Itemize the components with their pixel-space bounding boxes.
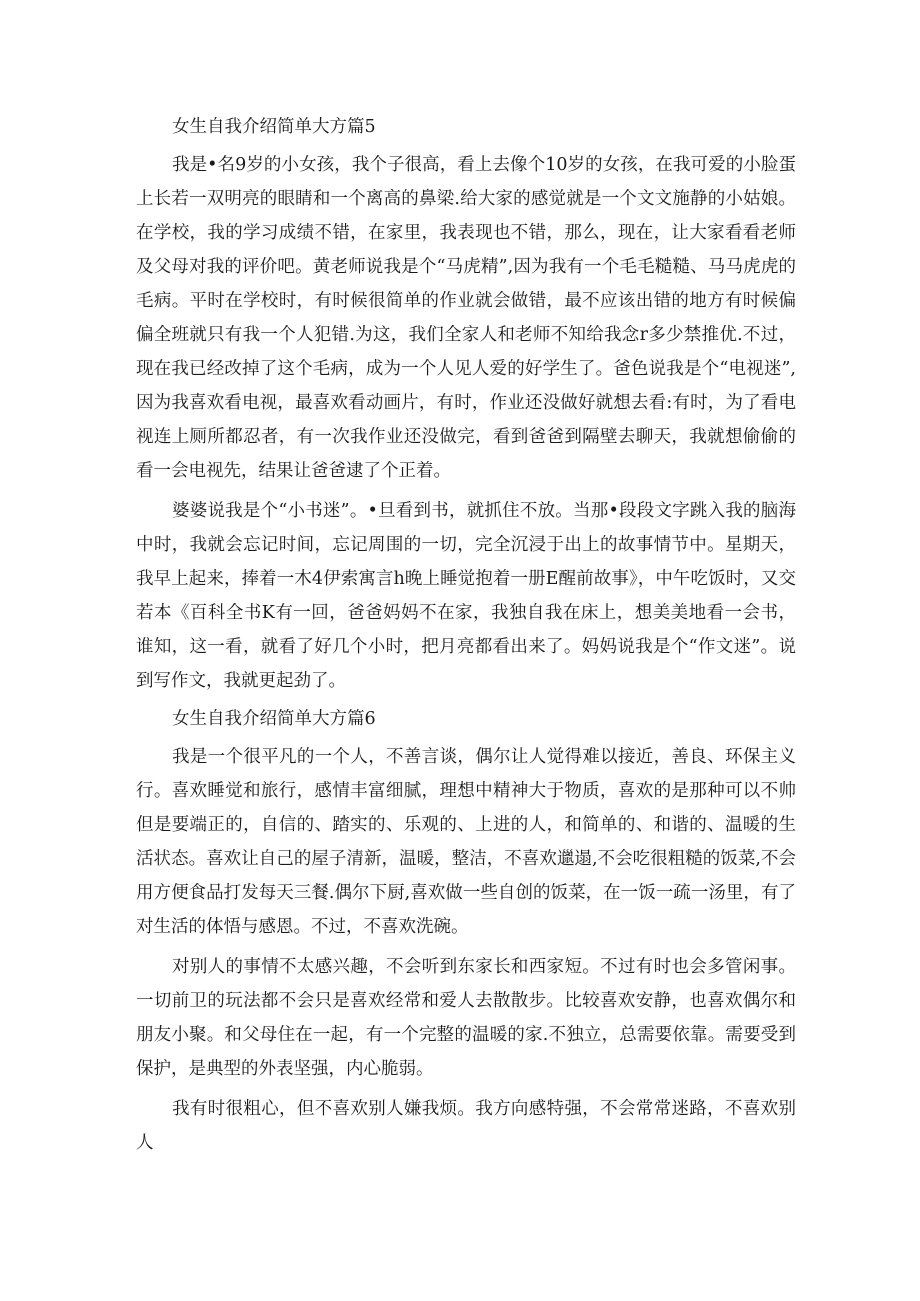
section-heading-6: 女生自我介绍简单大方篇6 xyxy=(172,709,376,729)
paragraph: 我是一个很平凡的一个人，不善言谈，偶尔让人觉得难以接近，善良、环保主义行。喜欢睡觉和旅行，感情丰富细腻，理想中精神大于物质，喜欢的是那种可以不帅但是要端正的，自信的、踏实的、乐观的、上进的人，和简单的、和谐的、温暖的生活状态。喜欢让自己的屋子清新，温暖，整洁，不喜欢邋遢,不会吃很粗糙的饭菜,不会用方便食品打发每天三餐.偶尔下厨,喜欢做一些自创的饭菜，在一饭一疏一汤里，有了对生活的体悟与感恩。不过，不喜欢洗碗。 xyxy=(136,747,796,937)
paragraph: 婆婆说我是个“小书迷”。•旦看到书，就抓住不放。当那•段段文字跳入我的脑海中时，我就会忘记时间，忘记周围的一切，完全沉浸于出上的故事情节中。星期天，我早上起来，捧着一木4伊索寓言h晚上睡觉抱着一册E醒前故事》，中午吃饭时，又交若本《百科全书K有一回，爸爸妈妈不在家，我独自我在床上，想美美地看一会书，谁知，这一看，就看了好几个小时，把月亮都看出来了。妈妈说我是个“作文迷”。说到写作文，我就更起劲了。 xyxy=(136,501,796,691)
section-heading-5: 女生自我介绍简单大方篇5 xyxy=(172,117,376,137)
paragraph: 对别人的事情不太感兴趣，不会听到东家长和西家短。不过有时也会多管闲事。一切前卫的玩法都不会只是喜欢经常和爱人去散散步。比较喜欢安静，也喜欢偶尔和朋友小聚。和父母住在一起，有一个完整的温暖的家.不独立，总需要依靠。需要受到保护，是典型的外表坚强，内心脆弱。 xyxy=(136,957,796,1079)
paragraph: 我有时很粗心，但不喜欢别人嫌我烦。我方向感特强，不会常常迷路，不喜欢别人 xyxy=(136,1099,796,1153)
paragraph: 我是•名9岁的小女孩，我个子很高，看上去像个10岁的女孩，在我可爱的小脸蛋上长若一双明亮的眼睛和一个离高的鼻梁.给大家的感觉就是一个文文施静的小姑娘。在学校，我的学习成绩不错，在家里，我表现也不错，那么，现在，让大家看看老师及父母对我的评价吧。黄老师说我是个“马虎精”,因为我有一个毛毛糙糙、马马虎虎的毛病。平时在学校时，有时候很简单的作业就会做错，最不应该出错的地方有时候偏偏全班就只有我一个人犯错.为这，我们全家人和老师不知给我念r多少禁推优.不过，现在我已经改掉了这个毛病，成为一个人见人爱的好学生了。爸色说我是个“电视迷”,因为我喜欢看电视，最喜欢看动画片，有时，作业还没做好就想去看:有时，为了看电视连上厕所都忍者，有一次我作业还没做完，看到爸爸到隔壁去聊天，我就想偷偷的看一会电视先，结果让爸爸逮了个正着。 xyxy=(136,155,796,481)
document-page xyxy=(136,110,796,1160)
